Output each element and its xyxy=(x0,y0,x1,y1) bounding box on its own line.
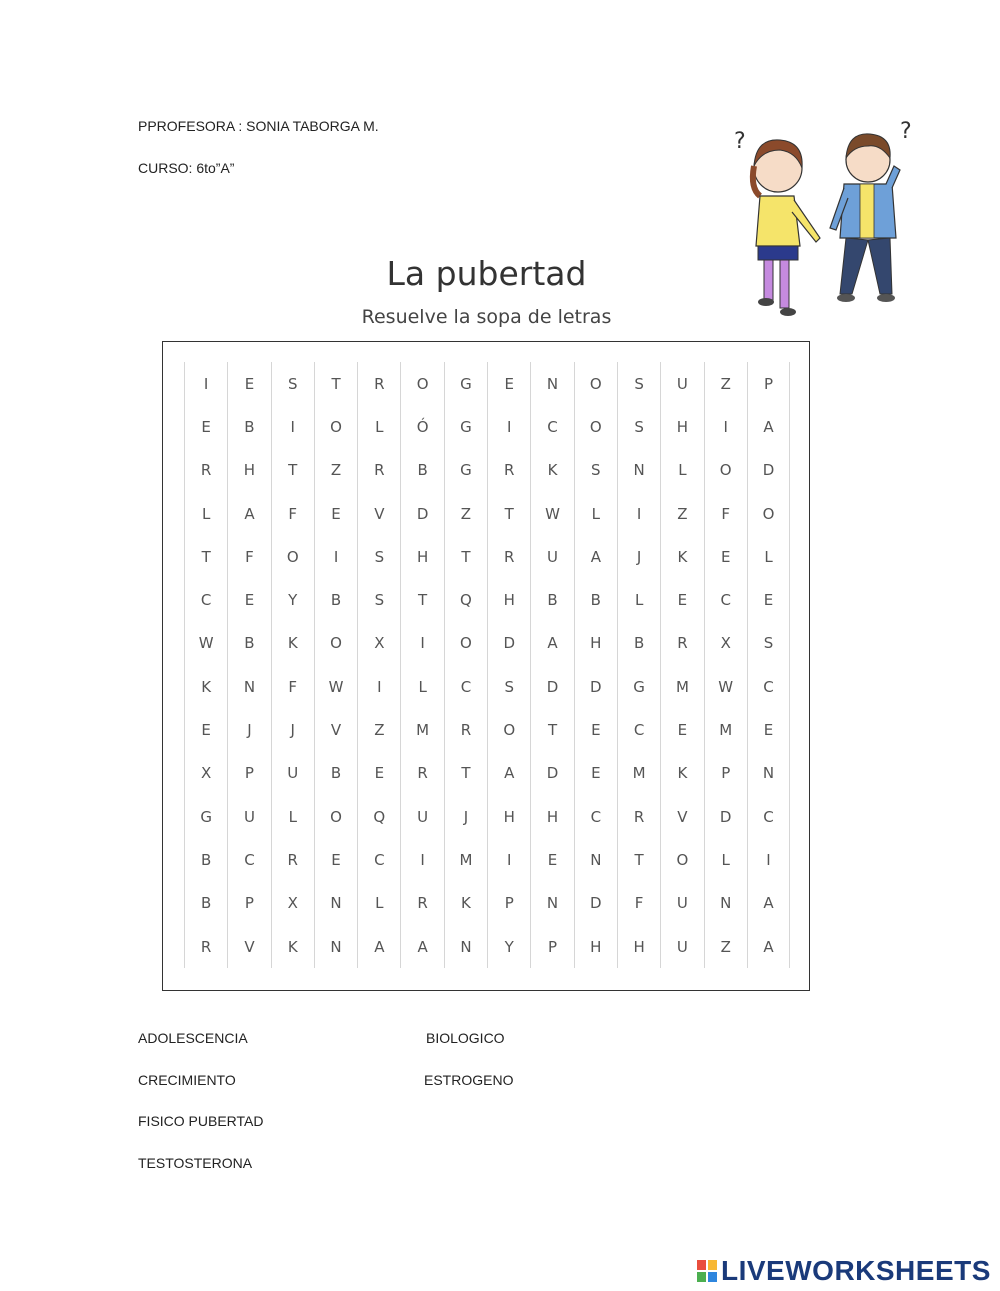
grid-cell[interactable]: R xyxy=(357,362,400,405)
grid-cell[interactable]: A xyxy=(227,492,270,535)
question-mark-icon: ? xyxy=(734,129,746,154)
grid-cell[interactable]: H xyxy=(574,622,617,665)
grid-cell[interactable]: N xyxy=(704,882,747,925)
grid-cell[interactable]: N xyxy=(747,752,790,795)
word-list-item: TESTOSTERONA xyxy=(138,1155,253,1171)
grid-cell[interactable]: Y xyxy=(487,925,530,968)
grid-cell[interactable]: J xyxy=(271,708,314,751)
grid-cell[interactable]: C xyxy=(747,665,790,708)
grid-cell[interactable]: I xyxy=(704,405,747,448)
grid-cell[interactable]: K xyxy=(660,535,703,578)
grid-cell[interactable]: R xyxy=(400,752,443,795)
grid-cell[interactable]: Z xyxy=(444,492,487,535)
grid-cell[interactable]: L xyxy=(617,578,660,621)
grid-cell[interactable]: T xyxy=(530,708,573,751)
grid-cell[interactable]: J xyxy=(227,708,270,751)
grid-cell[interactable]: N xyxy=(314,882,357,925)
grid-cell[interactable]: O xyxy=(704,449,747,492)
grid-cell[interactable]: E xyxy=(704,535,747,578)
grid-cell[interactable]: M xyxy=(400,708,443,751)
grid-cell[interactable]: Z xyxy=(314,449,357,492)
grid-cell[interactable]: G xyxy=(444,405,487,448)
grid-cell[interactable]: B xyxy=(184,838,227,881)
grid-cell[interactable]: D xyxy=(530,752,573,795)
grid-cell[interactable]: U xyxy=(660,882,703,925)
grid-cell[interactable]: D xyxy=(530,665,573,708)
grid-cell[interactable]: K xyxy=(530,449,573,492)
grid-cell[interactable]: I xyxy=(617,492,660,535)
grid-cell[interactable]: E xyxy=(184,708,227,751)
grid-cell[interactable]: H xyxy=(400,535,443,578)
grid-cell[interactable]: T xyxy=(444,535,487,578)
logo-text: LIVEWORKSHEETS xyxy=(721,1255,991,1286)
grid-cell[interactable]: U xyxy=(660,925,703,968)
teacher-name: PPROFESORA : SONIA TABORGA M. xyxy=(138,118,379,134)
grid-cell[interactable]: E xyxy=(357,752,400,795)
grid-cell[interactable]: E xyxy=(660,708,703,751)
grid-cell[interactable]: K xyxy=(271,622,314,665)
grid-cell[interactable]: R xyxy=(660,622,703,665)
grid-cell[interactable]: N xyxy=(444,925,487,968)
grid-cell[interactable]: C xyxy=(574,795,617,838)
grid-cell[interactable]: U xyxy=(227,795,270,838)
grid-cell[interactable]: E xyxy=(530,838,573,881)
grid-cell[interactable]: E xyxy=(747,708,790,751)
grid-cell[interactable]: T xyxy=(400,578,443,621)
word-list-item: ADOLESCENCIA xyxy=(138,1030,248,1046)
grid-cell[interactable]: Z xyxy=(357,708,400,751)
grid-cell[interactable]: S xyxy=(487,665,530,708)
grid-cell[interactable]: Z xyxy=(704,925,747,968)
grid-cell[interactable]: I xyxy=(487,838,530,881)
grid-cell[interactable]: D xyxy=(747,449,790,492)
grid-cell[interactable]: O xyxy=(747,492,790,535)
grid-cell[interactable]: A xyxy=(357,925,400,968)
page-subtitle: Resuelve la sopa de letras xyxy=(361,306,612,328)
course-label: CURSO: 6to”A” xyxy=(138,160,235,176)
grid-cell[interactable]: J xyxy=(617,535,660,578)
grid-cell[interactable]: B xyxy=(227,622,270,665)
grid-cell[interactable]: O xyxy=(444,622,487,665)
word-search-grid xyxy=(184,362,790,968)
logo-block xyxy=(708,1272,717,1282)
word-list-item: BIOLOGICO xyxy=(426,1030,505,1046)
grid-cell[interactable]: E xyxy=(227,578,270,621)
grid-cell[interactable]: M xyxy=(704,708,747,751)
grid-cell[interactable]: D xyxy=(400,492,443,535)
grid-cell[interactable]: G xyxy=(184,795,227,838)
grid-cell[interactable]: W xyxy=(184,622,227,665)
grid-cell[interactable]: S xyxy=(617,362,660,405)
grid-cell[interactable]: U xyxy=(400,795,443,838)
grid-cell[interactable]: Z xyxy=(660,492,703,535)
grid-cell[interactable]: R xyxy=(444,708,487,751)
grid-cell[interactable]: F xyxy=(704,492,747,535)
grid-cell[interactable]: S xyxy=(574,449,617,492)
grid-cell[interactable]: T xyxy=(444,752,487,795)
page-title: La pubertad xyxy=(386,254,587,293)
grid-cell[interactable]: N xyxy=(227,665,270,708)
word-list-item: CRECIMIENTO xyxy=(138,1072,236,1088)
grid-cell[interactable]: N xyxy=(530,362,573,405)
grid-cell[interactable]: D xyxy=(574,665,617,708)
grid-cell[interactable]: B xyxy=(400,449,443,492)
grid-cell[interactable]: B xyxy=(617,622,660,665)
grid-cell[interactable]: B xyxy=(314,578,357,621)
grid-cell[interactable]: T xyxy=(617,838,660,881)
grid-cell[interactable]: E xyxy=(314,492,357,535)
grid-cell[interactable]: N xyxy=(574,838,617,881)
logo-block xyxy=(708,1260,717,1270)
grid-cell[interactable]: B xyxy=(227,405,270,448)
grid-cell[interactable]: P xyxy=(227,752,270,795)
grid-cell[interactable]: A xyxy=(400,925,443,968)
grid-cell[interactable]: W xyxy=(704,665,747,708)
grid-cell[interactable]: H xyxy=(574,925,617,968)
grid-cell[interactable]: P xyxy=(747,362,790,405)
grid-cell[interactable]: R xyxy=(271,838,314,881)
grid-cell[interactable]: C xyxy=(444,665,487,708)
grid-cell[interactable]: A xyxy=(487,752,530,795)
grid-cell[interactable]: O xyxy=(487,708,530,751)
grid-cell[interactable]: D xyxy=(574,882,617,925)
grid-cell[interactable]: I xyxy=(400,838,443,881)
grid-cell[interactable]: U xyxy=(271,752,314,795)
grid-cell[interactable]: O xyxy=(314,622,357,665)
grid-cell[interactable]: O xyxy=(400,362,443,405)
grid-cell[interactable]: R xyxy=(617,795,660,838)
grid-cell[interactable]: Q xyxy=(357,795,400,838)
grid-cell[interactable]: P xyxy=(227,882,270,925)
grid-cell[interactable]: N xyxy=(617,449,660,492)
grid-cell[interactable]: C xyxy=(184,578,227,621)
grid-cell[interactable]: L xyxy=(574,492,617,535)
grid-cell[interactable]: L xyxy=(660,449,703,492)
grid-cell[interactable]: L xyxy=(704,838,747,881)
logo-blocks-icon xyxy=(697,1260,717,1282)
grid-cell[interactable]: X xyxy=(184,752,227,795)
grid-cell[interactable]: V xyxy=(227,925,270,968)
grid-cell[interactable]: G xyxy=(444,362,487,405)
grid-cell[interactable]: X xyxy=(357,622,400,665)
grid-cell[interactable]: I xyxy=(184,362,227,405)
grid-cell[interactable]: H xyxy=(530,795,573,838)
grid-cell[interactable]: F xyxy=(227,535,270,578)
grid-cell[interactable]: M xyxy=(617,752,660,795)
question-mark-icon: ? xyxy=(900,119,912,144)
grid-cell[interactable]: L xyxy=(357,405,400,448)
grid-cell[interactable]: T xyxy=(271,449,314,492)
grid-cell[interactable]: S xyxy=(357,535,400,578)
grid-cell[interactable]: R xyxy=(400,882,443,925)
grid-cell[interactable]: W xyxy=(530,492,573,535)
grid-cell[interactable]: X xyxy=(704,622,747,665)
grid-cell[interactable]: L xyxy=(184,492,227,535)
grid-cell[interactable]: S xyxy=(617,405,660,448)
grid-cell[interactable]: D xyxy=(704,795,747,838)
grid-cell[interactable]: F xyxy=(271,665,314,708)
logo-block xyxy=(697,1272,706,1282)
grid-cell[interactable]: B xyxy=(184,882,227,925)
grid-cell[interactable]: L xyxy=(357,882,400,925)
grid-cell[interactable]: E xyxy=(487,362,530,405)
grid-cell[interactable]: Y xyxy=(271,578,314,621)
grid-cell[interactable]: R xyxy=(184,925,227,968)
grid-cell[interactable]: P xyxy=(704,752,747,795)
grid-cell[interactable]: R xyxy=(487,449,530,492)
grid-cell[interactable]: A xyxy=(747,405,790,448)
grid-cell[interactable]: U xyxy=(660,362,703,405)
grid-cell[interactable]: C xyxy=(530,405,573,448)
word-list-item: ESTROGENO xyxy=(424,1072,514,1088)
grid-cell[interactable]: G xyxy=(617,665,660,708)
grid-cell[interactable]: K xyxy=(184,665,227,708)
grid-cell[interactable]: H xyxy=(617,925,660,968)
liveworksheets-logo xyxy=(697,1255,991,1287)
grid-cell[interactable]: B xyxy=(314,752,357,795)
grid-cell[interactable]: D xyxy=(487,622,530,665)
grid-cell[interactable]: E xyxy=(747,578,790,621)
grid-cell[interactable]: K xyxy=(660,752,703,795)
grid-cell[interactable]: L xyxy=(747,535,790,578)
grid-cell[interactable]: E xyxy=(660,578,703,621)
grid-cell[interactable]: P xyxy=(487,882,530,925)
grid-cell[interactable]: I xyxy=(357,665,400,708)
grid-cell[interactable]: V xyxy=(314,708,357,751)
grid-cell[interactable]: I xyxy=(314,535,357,578)
grid-cell[interactable]: O xyxy=(271,535,314,578)
grid-cell[interactable]: S xyxy=(747,622,790,665)
grid-cell[interactable]: O xyxy=(574,405,617,448)
grid-cell[interactable]: C xyxy=(704,578,747,621)
grid-cell[interactable]: L xyxy=(271,795,314,838)
grid-cell[interactable]: B xyxy=(530,578,573,621)
grid-cell[interactable]: A xyxy=(747,882,790,925)
grid-cell[interactable]: H xyxy=(487,578,530,621)
grid-cell[interactable]: K xyxy=(444,882,487,925)
grid-cell[interactable]: H xyxy=(487,795,530,838)
grid-cell[interactable]: I xyxy=(487,405,530,448)
grid-cell[interactable]: E xyxy=(574,752,617,795)
grid-cell[interactable]: N xyxy=(314,925,357,968)
grid-cell[interactable]: H xyxy=(227,449,270,492)
grid-cell[interactable]: M xyxy=(660,665,703,708)
grid-cell[interactable]: C xyxy=(227,838,270,881)
grid-cell[interactable]: T xyxy=(184,535,227,578)
grid-cell[interactable]: R xyxy=(357,449,400,492)
grid-cell[interactable]: Z xyxy=(704,362,747,405)
grid-cell[interactable]: O xyxy=(314,795,357,838)
grid-cell[interactable]: I xyxy=(271,405,314,448)
grid-cell[interactable]: E xyxy=(314,838,357,881)
grid-cell[interactable]: A xyxy=(574,535,617,578)
grid-cell[interactable]: R xyxy=(184,449,227,492)
word-list-item: FISICO PUBERTAD xyxy=(138,1113,264,1129)
grid-cell[interactable]: Q xyxy=(444,578,487,621)
grid-cell[interactable]: X xyxy=(271,882,314,925)
grid-cell[interactable]: J xyxy=(444,795,487,838)
grid-cell[interactable]: S xyxy=(357,578,400,621)
grid-cell[interactable]: E xyxy=(184,405,227,448)
grid-cell[interactable]: F xyxy=(617,882,660,925)
grid-cell[interactable]: M xyxy=(444,838,487,881)
grid-cell[interactable]: V xyxy=(660,795,703,838)
grid-cell[interactable]: I xyxy=(400,622,443,665)
grid-cell[interactable]: G xyxy=(444,449,487,492)
grid-cell[interactable]: T xyxy=(314,362,357,405)
grid-cell[interactable]: F xyxy=(271,492,314,535)
grid-cell[interactable]: R xyxy=(487,535,530,578)
grid-cell[interactable]: H xyxy=(660,405,703,448)
grid-cell[interactable]: N xyxy=(530,882,573,925)
grid-cell[interactable]: U xyxy=(530,535,573,578)
grid-cell[interactable]: Ó xyxy=(400,405,443,448)
grid-cell[interactable]: B xyxy=(574,578,617,621)
grid-cell[interactable]: C xyxy=(357,838,400,881)
grid-cell[interactable]: T xyxy=(487,492,530,535)
grid-cell[interactable]: P xyxy=(530,925,573,968)
grid-cell[interactable]: K xyxy=(271,925,314,968)
grid-cell[interactable]: E xyxy=(574,708,617,751)
logo-block xyxy=(697,1260,706,1270)
grid-cell[interactable]: C xyxy=(617,708,660,751)
grid-cell[interactable]: A xyxy=(530,622,573,665)
grid-cell[interactable]: O xyxy=(314,405,357,448)
grid-cell[interactable]: V xyxy=(357,492,400,535)
grid-cell[interactable]: O xyxy=(660,838,703,881)
grid-cell[interactable]: L xyxy=(400,665,443,708)
grid-cell[interactable]: O xyxy=(574,362,617,405)
grid-cell[interactable]: I xyxy=(747,838,790,881)
grid-cell[interactable]: S xyxy=(271,362,314,405)
grid-cell[interactable]: E xyxy=(227,362,270,405)
grid-cell[interactable]: W xyxy=(314,665,357,708)
grid-cell[interactable]: C xyxy=(747,795,790,838)
grid-cell[interactable]: A xyxy=(747,925,790,968)
